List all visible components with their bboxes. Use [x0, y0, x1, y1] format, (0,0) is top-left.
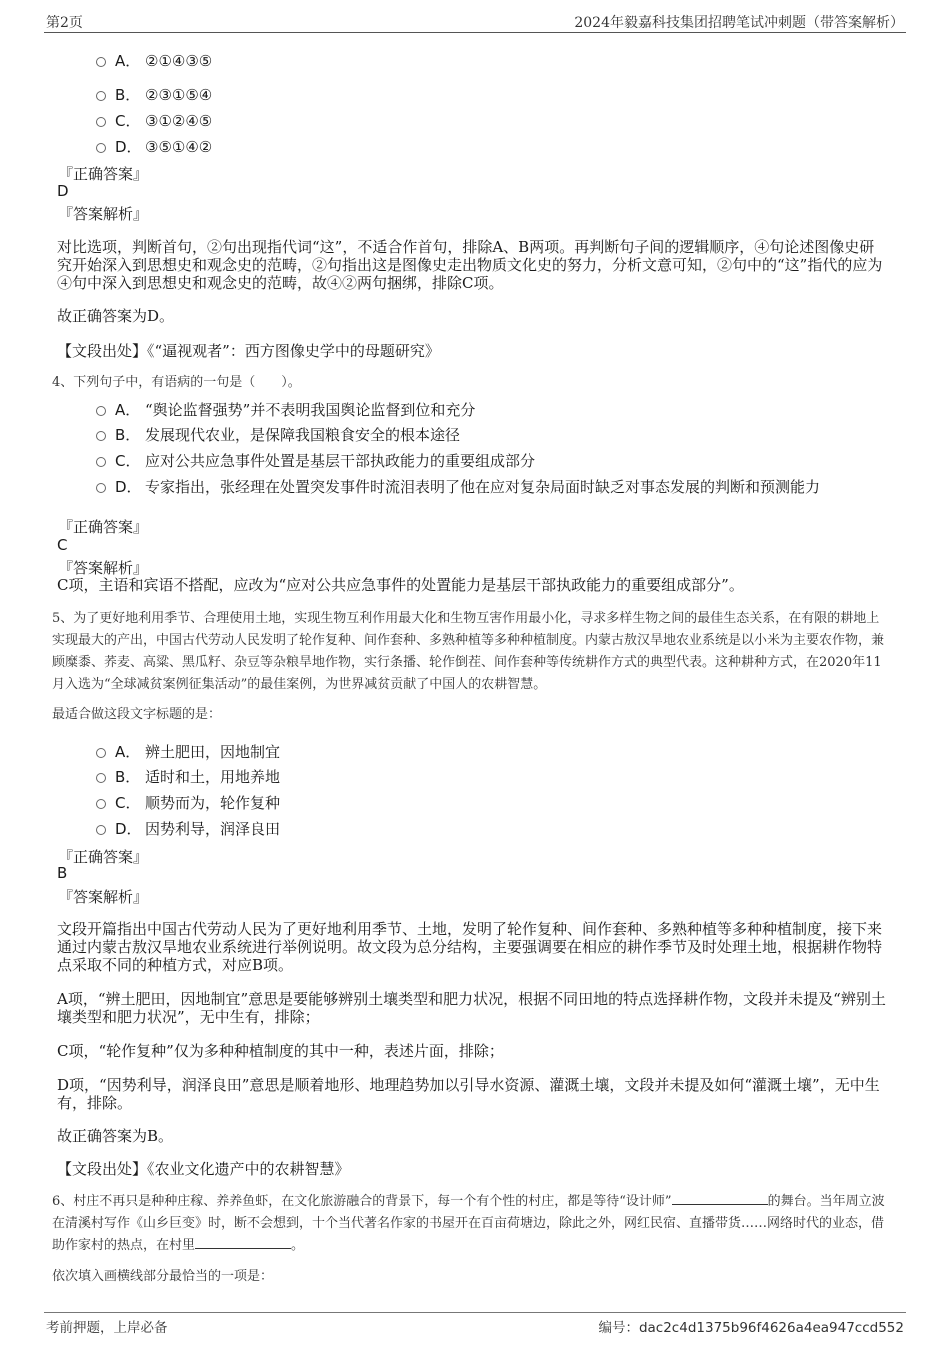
q4-analysis: C项，主语和宾语不搭配，应改为“应对公共应急事件的处置能力是基层干部执政能力的重要组成部分”。: [57, 576, 744, 594]
q3-option-b[interactable]: B． ②③①⑤④: [96, 84, 212, 105]
radio-icon[interactable]: [96, 457, 106, 467]
document-code: 编号：dac2c4d1375b96f4626a4ea947ccd552: [598, 1320, 904, 1336]
q5-analysis-paragraph: D项，“因势利导，润泽良田”意思是顺着地形、地理趋势加以引导水资源、灌溉土壤，文段并未提及如何“灌溉土壤”，无中生有，排除。: [57, 1076, 880, 1112]
q3-answer: D: [57, 182, 69, 200]
q4-option-a[interactable]: A． “舆论监督强势”并不表明我国舆论监督到位和充分: [96, 399, 475, 420]
q3-conclusion: 故正确答案为D。: [57, 307, 175, 325]
radio-icon[interactable]: [96, 117, 106, 127]
radio-icon[interactable]: [96, 773, 106, 783]
radio-icon[interactable]: [96, 406, 106, 416]
q5-prompt: 最适合做这段文字标题的是：: [52, 707, 222, 722]
q4-option-d[interactable]: D． 专家指出，张经理在处置突发事件时流泪表明了他在应对复杂局面时缺乏对事态发展的判断和预测能力: [96, 476, 820, 497]
q5-analysis-paragraph: A项，“辨土肥田，因地制宜”意思是要能够辨别土壤类型和肥力状况，根据不同田地的特点选择耕作物，文段并未提及“辨别土壤类型和肥力状况”，无中生有，排除；: [57, 990, 886, 1026]
fill-blank[interactable]: [672, 1192, 768, 1205]
q5-question: 5、为了更好地利用季节、合理使用土地，实现生物互利作用最大化和生物互害作用最小化，寻求多样生物之间的最佳生态关系，在有限的耕地上实现最大的产出，中国古代劳动人民发明了轮作复种、间作套种、多熟种植等多种种植制度。内蒙古敖汉旱地农业系统是以小米为主要农作物，兼顾糜黍、荞麦、高粱、黑瓜籽、杂豆等杂粮旱地作物，实行条播、轮作倒茬、间作套种等传统耕作方式的典型代表。这种耕种方式，在2020年11月入选为“全球减贫案例征集活动”的最佳案例，为世界减贫贡献了中国人的农耕智慧。: [52, 611, 885, 692]
q5-analysis-paragraph: C项，“轮作复种”仅为多种种植制度的其中一种，表述片面，排除；: [57, 1042, 504, 1060]
q3-option-a[interactable]: A． ②①④③⑤: [96, 50, 212, 71]
radio-icon[interactable]: [96, 483, 106, 493]
q3-answer-label: 『正确答案』: [58, 165, 149, 183]
q4-question: 4、下列句子中，有语病的一句是（ ）。: [52, 375, 301, 390]
q5-conclusion: 故正确答案为B。: [57, 1127, 174, 1145]
q4-answer: C: [57, 536, 68, 554]
page-header: [44, 10, 906, 33]
radio-icon[interactable]: [96, 799, 106, 809]
q5-answer: B: [57, 864, 68, 882]
fill-blank[interactable]: [195, 1236, 291, 1249]
q4-answer-label: 『正确答案』: [58, 518, 149, 536]
q4-option-b[interactable]: B． 发展现代农业，是保障我国粮食安全的根本途径: [96, 424, 460, 445]
radio-icon[interactable]: [96, 91, 106, 101]
q6-prompt: 依次填入画横线部分最恰当的一项是：: [52, 1269, 274, 1284]
q5-analysis-label: 『答案解析』: [58, 888, 149, 906]
radio-icon[interactable]: [96, 431, 106, 441]
q3-analysis: 对比选项，判断首句，②句出现指代词“这”，不适合作首句，排除A、B两项。再判断句子间的逻辑顺序，④句论述图像史研究开始深入到思想史和观念史的范畴，②句指出这是图像史走出物质文化史的努力，分析文意可知，②句中的“这”指代的应为④句中深入到思想史和观念史的范畴，故④②两句捆绑，排除C项。: [57, 238, 883, 292]
document-title: 2024年毅嘉科技集团招聘笔试冲刺题（带答案解析）: [574, 15, 904, 31]
q6-question: 6、村庄不再只是种种庄稼、养养鱼虾，在文化旅游融合的背景下，每一个有个性的村庄，都是等待“设计师” 的舞台。当年周立波在清溪村写作《山乡巨变》时，断不会想到，十个当代著名作家的书屋开在百亩荷塘边，除此之外，网红民宿、直播带货……网络时代的业态，借助作家村的热点，在村里 。: [52, 1194, 885, 1253]
q4-option-c[interactable]: C． 应对公共应急事件处置是基层干部执政能力的重要组成部分: [96, 450, 535, 471]
q3-analysis-label: 『答案解析』: [58, 205, 149, 223]
q3-source: 【文段出处】《“逼视观者”：西方图像史学中的母题研究》: [57, 342, 440, 360]
radio-icon[interactable]: [96, 825, 106, 835]
radio-icon[interactable]: [96, 748, 106, 758]
q3-option-c[interactable]: C． ③①②④⑤: [96, 110, 212, 131]
q5-option-c[interactable]: C． 顺势而为，轮作复种: [96, 792, 280, 813]
q5-option-d[interactable]: D． 因势利导，润泽良田: [96, 818, 280, 839]
q5-analysis-paragraph: 文段开篇指出中国古代劳动人民为了更好地利用季节、土地，发明了轮作复种、间作套种、多熟种植等多种种植制度，接下来通过内蒙古敖汉旱地农业系统进行举例说明。故文段为总分结构，主要强调要在相应的耕作季节及时处理土地，根据耕作物特点采取不同的种植方式，对应B项。: [57, 920, 883, 974]
q5-answer-label: 『正确答案』: [58, 848, 149, 866]
q5-option-b[interactable]: B． 适时和土，用地养地: [96, 766, 280, 787]
page-footer: [44, 1312, 906, 1337]
radio-icon[interactable]: [96, 143, 106, 153]
page-number: 第2页: [46, 15, 83, 31]
footer-slogan: 考前押题，上岸必备: [46, 1320, 168, 1336]
q4-analysis-label: 『答案解析』: [58, 559, 149, 577]
q5-option-a[interactable]: A． 辨土肥田，因地制宜: [96, 741, 280, 762]
q3-option-d[interactable]: D． ③⑤①④②: [96, 136, 212, 157]
q5-source: 【文段出处】《农业文化遗产中的农耕智慧》: [57, 1160, 350, 1178]
radio-icon[interactable]: [96, 57, 106, 67]
